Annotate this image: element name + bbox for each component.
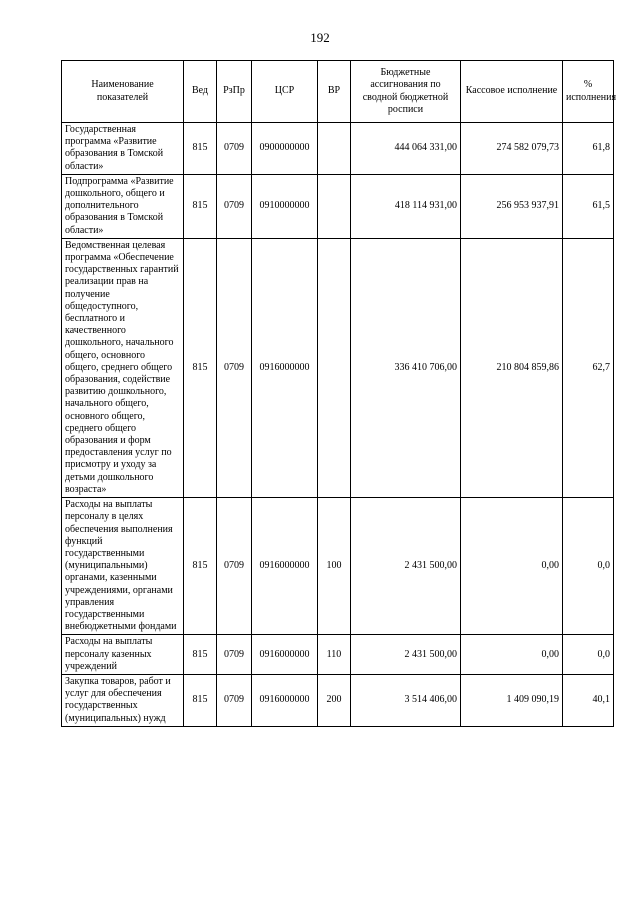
- row-cash: 1 409 090,19: [461, 674, 563, 726]
- row-rzpr: 0709: [217, 174, 252, 238]
- header-vr: ВР: [318, 61, 351, 123]
- row-ved: 815: [184, 123, 217, 175]
- row-name: Ведомственная целевая программа «Обеспечение государственных гарантий реализации прав на получение общедоступного, бесплатного и качественного дошкольного, начального общего, основного общего, среднего общего образования, содействие развитию дошкольного, начального общего, основного общего, среднего общего образования и форм предоставления услуг по присмотру и уходу за детьми дошкольного возраста»: [65, 239, 179, 495]
- header-name: Наименование показателей: [62, 61, 184, 123]
- row-ved: 815: [184, 674, 217, 726]
- table-row: [62, 635, 614, 675]
- row-cash: 274 582 079,73: [461, 123, 563, 175]
- row-name-cell: [62, 674, 184, 726]
- row-vr: [318, 174, 351, 238]
- table-row: [62, 498, 614, 635]
- header-ved: Вед: [184, 61, 217, 123]
- table-header-row: [62, 61, 614, 123]
- row-name-cell: [62, 498, 184, 635]
- row-percent: 40,1: [563, 674, 614, 726]
- row-ved: 815: [184, 498, 217, 635]
- row-vr: [318, 238, 351, 497]
- row-name: Расходы на выплаты персоналу в целях обеспечения выполнения функций государственными (муниципальными) органами, казенными учреждениями, органами управления государственными внебюджетными фондами: [65, 499, 177, 633]
- row-assignments: 3 514 406,00: [351, 674, 461, 726]
- row-name-cell: [62, 123, 184, 175]
- row-rzpr: 0709: [217, 635, 252, 675]
- table-row: [62, 174, 614, 238]
- row-name-cell: [62, 635, 184, 675]
- page-number: 192: [310, 30, 330, 45]
- row-vr: [318, 123, 351, 175]
- row-name: Расходы на выплаты персоналу казенных учреждений: [65, 636, 153, 672]
- row-percent: 61,8: [563, 123, 614, 175]
- table-row: [62, 238, 614, 497]
- row-csr: 0910000000: [252, 174, 318, 238]
- row-rzpr: 0709: [217, 498, 252, 635]
- row-csr: 0900000000: [252, 123, 318, 175]
- header-percent: % исполнения: [563, 61, 614, 123]
- header-rzpr: РзПр: [217, 61, 252, 123]
- row-assignments: 2 431 500,00: [351, 635, 461, 675]
- row-vr: 200: [318, 674, 351, 726]
- row-percent: 61,5: [563, 174, 614, 238]
- row-name-cell: [62, 238, 184, 497]
- row-ved: 815: [184, 174, 217, 238]
- row-vr: 110: [318, 635, 351, 675]
- row-cash: 210 804 859,86: [461, 238, 563, 497]
- row-name: Подпрограмма «Развитие дошкольного, общего и дополнительного образования в Томской области»: [65, 175, 174, 236]
- row-csr: 0916000000: [252, 498, 318, 635]
- header-assignments: Бюджетные ассигнования по сводной бюджетной росписи: [351, 61, 461, 123]
- header-csr: ЦСР: [252, 61, 318, 123]
- row-percent: 0,0: [563, 635, 614, 675]
- row-cash: 256 953 937,91: [461, 174, 563, 238]
- row-rzpr: 0709: [217, 238, 252, 497]
- budget-execution-table: [61, 60, 617, 727]
- row-csr: 0916000000: [252, 635, 318, 675]
- row-cash: 0,00: [461, 498, 563, 635]
- row-rzpr: 0709: [217, 674, 252, 726]
- row-percent: 0,0: [563, 498, 614, 635]
- row-rzpr: 0709: [217, 123, 252, 175]
- row-csr: 0916000000: [252, 674, 318, 726]
- row-vr: 100: [318, 498, 351, 635]
- row-assignments: 444 064 331,00: [351, 123, 461, 175]
- row-name: Государственная программа «Развитие образования в Томской области»: [65, 124, 164, 172]
- row-assignments: 336 410 706,00: [351, 238, 461, 497]
- row-name-cell: [62, 174, 184, 238]
- row-ved: 815: [184, 635, 217, 675]
- row-percent: 62,7: [563, 238, 614, 497]
- row-name: Закупка товаров, работ и услуг для обеспечения государственных (муниципальных) нужд: [65, 675, 171, 724]
- row-cash: 0,00: [461, 635, 563, 675]
- row-assignments: 418 114 931,00: [351, 174, 461, 238]
- header-cash: Кассовое исполнение: [461, 61, 563, 123]
- row-ved: 815: [184, 238, 217, 497]
- row-assignments: 2 431 500,00: [351, 498, 461, 635]
- table-row: [62, 123, 614, 175]
- row-csr: 0916000000: [252, 238, 318, 497]
- table-row: [62, 674, 614, 726]
